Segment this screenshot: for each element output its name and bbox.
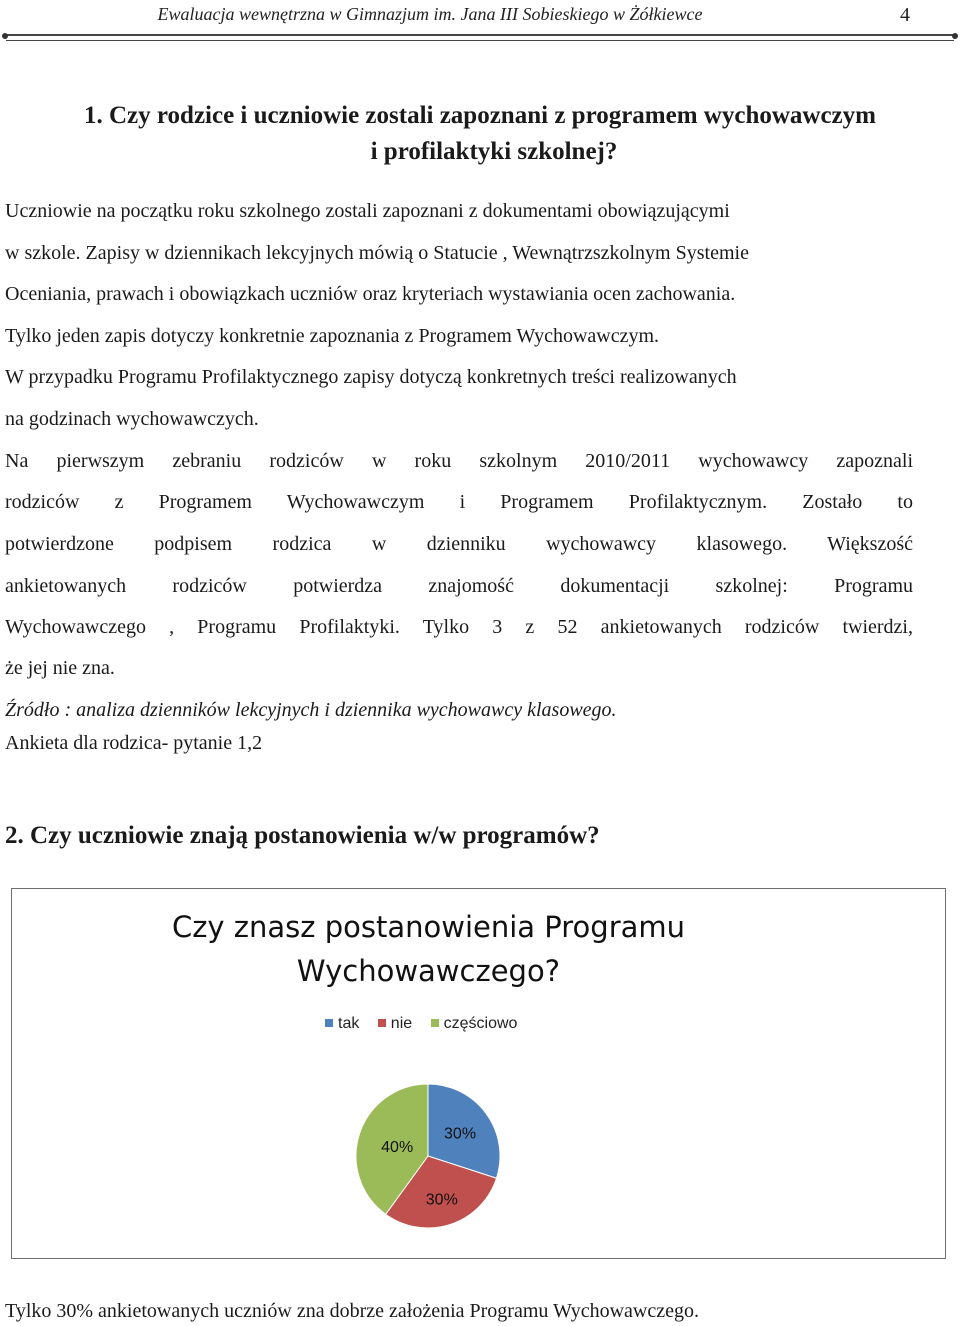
source-note: Źródło : analiza dzienników lekcyjnych i dziennika wychowawcy klasowego. <box>5 699 617 721</box>
section2-conclusion: Tylko 30% ankietowanych uczniów zna dobrze założenia Programu Wychowawczego. <box>5 1300 699 1322</box>
pie-label-tak: 30% <box>444 1125 477 1143</box>
paragraph-line-12: że jej nie zna. <box>5 657 115 679</box>
paragraph-line-5: W przypadku Programu Profilaktycznego zapisy dotyczą konkretnych treści realizowanych <box>5 366 737 388</box>
chart-legend <box>325 1015 531 1033</box>
paragraph-line-3: Oceniania, prawach i obowiązkach uczniów oraz kryteriach wystawiania ocen zachowania. <box>5 283 736 305</box>
legend-swatch-tak <box>325 1019 333 1027</box>
paragraph-line-8: rodziców z Programem Wychowawczym i Programem Profilaktycznym. Zostało to <box>5 491 913 513</box>
legend-label-nie: nie <box>390 1015 413 1032</box>
legend-swatch-nie <box>378 1019 386 1027</box>
legend-label-czesciowo: częściowo <box>443 1015 518 1032</box>
legend-item-czesciowo <box>431 1015 518 1033</box>
header-rule-right-dot <box>952 33 958 39</box>
paragraph-line-10: ankietowanych rodziców potwierdza znajomość dokumentacji szkolnej: Programu <box>5 575 913 597</box>
pie-label-czesciowo: 40% <box>381 1138 414 1156</box>
chart-title-line1: Czy znasz postanowienia Programu <box>171 910 686 944</box>
chart-title-line2: Wychowawczego? <box>296 954 561 988</box>
page-header-title: Ewaluacja wewnętrzna w Gimnazjum im. Jana III Sobieskiego w Żółkiewce <box>157 4 703 24</box>
paragraph-line-4: Tylko jeden zapis dotyczy konkretnie zapoznania z Programem Wychowawczym. <box>5 325 660 347</box>
chart-title <box>40 905 817 993</box>
section1-heading-line2: i profilaktyki szkolnej? <box>370 138 618 165</box>
legend-label-tak: tak <box>338 1015 360 1032</box>
paragraph-line-11: Wychowawczego , Programu Profilaktyki. Tylko 3 z 52 ankietowanych rodziców twierdzi, <box>5 616 913 638</box>
legend-item-tak <box>325 1015 359 1033</box>
paragraph-line-9: potwierdzone podpisem rodzica w dzienniku wychowawcy klasowego. Większość <box>5 533 913 555</box>
section2-heading: 2. Czy uczniowie znają postanowienia w/w programów? <box>5 822 600 849</box>
paragraph-line-6: na godzinach wychowawczych. <box>5 408 259 430</box>
pie-chart <box>350 1078 506 1234</box>
paragraph-line-2: w szkole. Zapisy w dziennikach lekcyjnych mówią o Statucie , Wewnątrzszkolnym Systemie <box>5 242 749 264</box>
section1-heading-line1: 1. Czy rodzice i uczniowie zostali zapoznani z programem wychowawczym <box>84 102 876 129</box>
pie-label-nie: 30% <box>425 1191 458 1209</box>
legend-item-nie <box>378 1015 412 1033</box>
legend-swatch-czesciowo <box>431 1019 439 1027</box>
paragraph-line-7: Na pierwszym zebraniu rodziców w roku szkolnym 2010/2011 wychowawcy zapoznali <box>5 450 913 472</box>
paragraph-line-1: Uczniowie na początku roku szkolnego zostali zapoznani z dokumentami obowiązującymi <box>5 200 730 222</box>
header-rule <box>6 34 954 41</box>
page-number: 4 <box>900 4 910 26</box>
survey-note: Ankieta dla rodzica- pytanie 1,2 <box>5 732 263 754</box>
header-rule-left-dot <box>2 33 8 39</box>
